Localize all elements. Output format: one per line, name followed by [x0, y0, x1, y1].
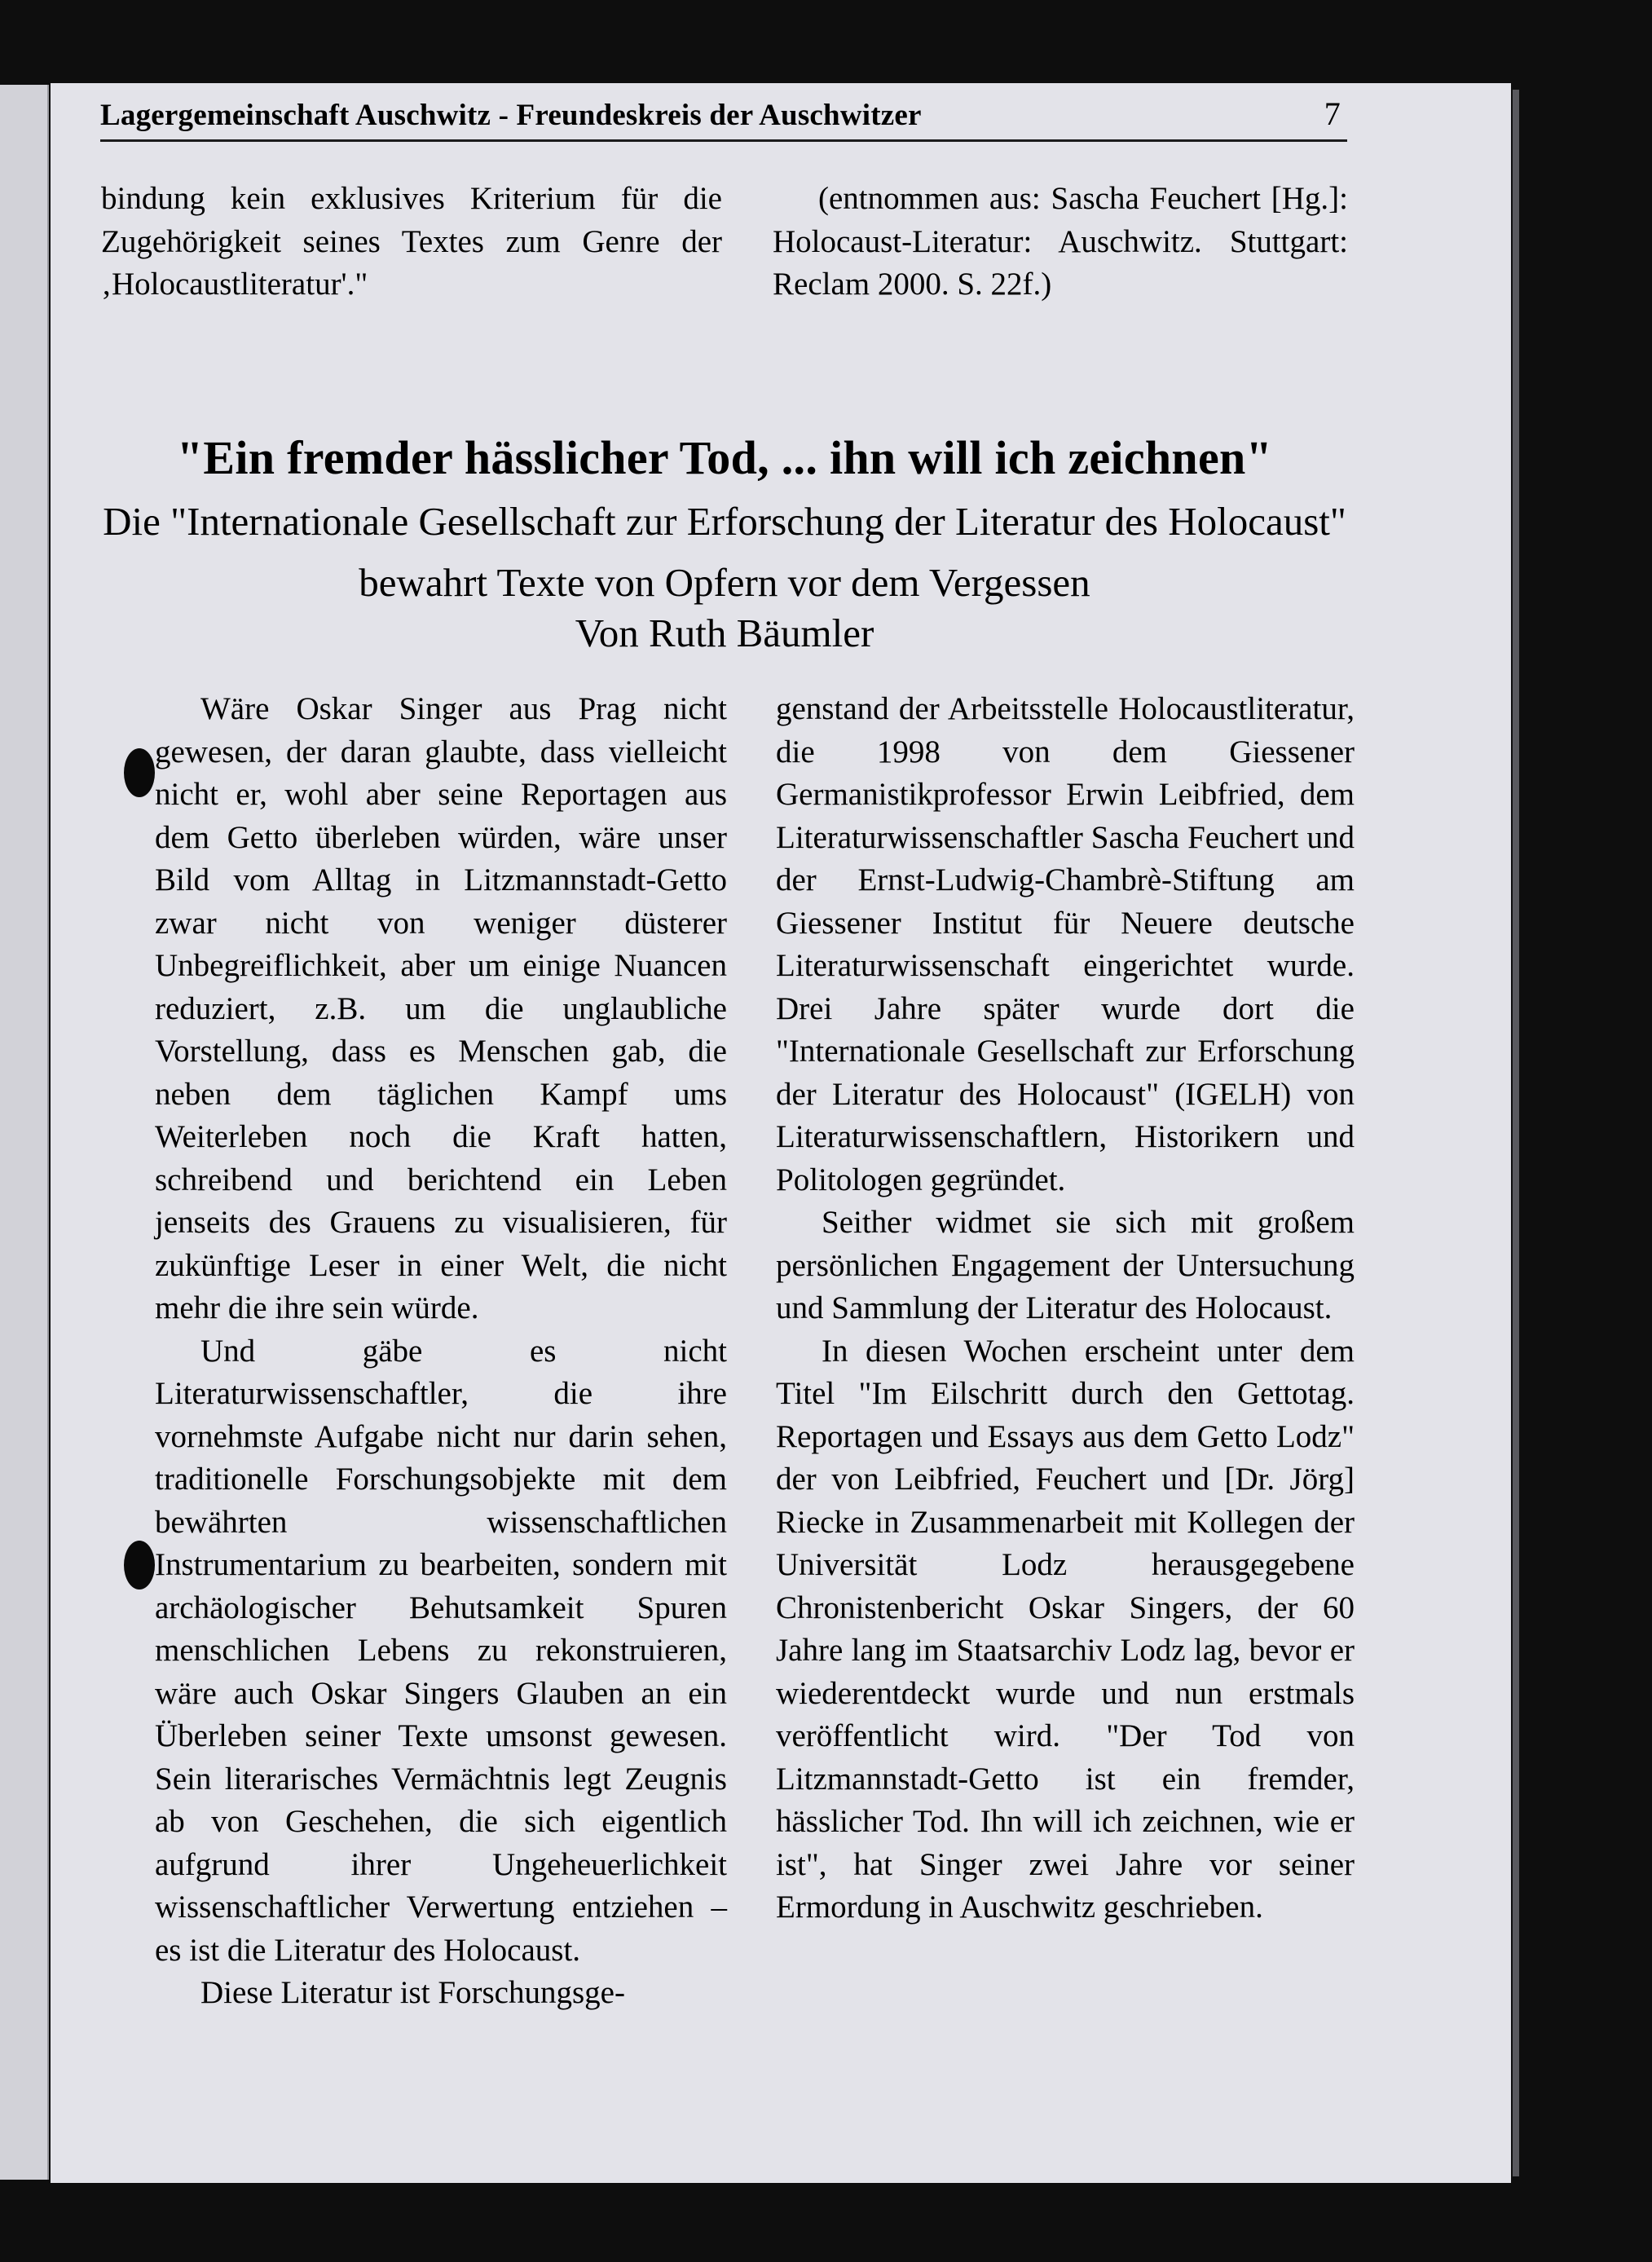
paragraph: Diese Literatur ist Forschungsge-: [200, 1975, 625, 2010]
article-headline: "Ein fremder hässlicher Tod, ... ihn will ich zeichnen": [176, 431, 1273, 484]
article-column-right: [776, 688, 1355, 1929]
punch-hole: [124, 1541, 155, 1590]
previous-article-text: bindung kein exklusives Kriterium für die Zugehörigkeit seines Textes zum Genre der ‚Holocaustliteratur'.": [101, 181, 722, 302]
article-column-left: [155, 688, 727, 2015]
page-number: 7: [1324, 95, 1341, 132]
paragraph: Wäre Oskar Singer aus Prag nicht gewesen, der daran glaubte, dass vielleicht nicht er, wohl aber seine Reportagen aus dem Getto überleben würden, wäre unser Bild vom Alltag in Litzmannstadt-Getto zwar nicht von weniger düsterer Unbegreiflichkeit, aber um einige Nuancen reduziert, z.B. um die unglaubliche Vorstellung, dass es Menschen gab, die neben dem täglichen Kampf ums Weiterleben noch die Kraft hatten, schreibend und berichtend ein Leben jenseits des Grauens zu visualisieren, für zukünftige Leser in einer Welt, die nicht mehr die ihre sein würde.: [155, 691, 727, 1325]
source-citation: [773, 178, 1348, 306]
paragraph: In diesen Wochen erscheint unter dem Titel "Im Eilschritt durch den Gettotag. Reportagen und Essays aus dem Getto Lodz" der von Leibfried, Feuchert und [Dr. Jörg] Riecke in Zusammenarbeit mit Kollegen der Universität Lodz herausgegebene Chronistenbericht Oskar Singers, der 60 Jahre lang im Staatsarchiv Lodz lag, bevor er wiederentdeckt wurde und nun erstmals veröffentlicht wird. "Der Tod von Litzmannstadt-Getto ist ein fremder, hässlicher Tod. Ihn will ich zeichnen, wie er ist", hat Singer zwei Jahre vor seiner Ermordung in Auschwitz geschrieben.: [776, 1333, 1355, 1925]
previous-article-end: [101, 178, 722, 306]
article-byline: Von Ruth Bäumler: [575, 611, 874, 655]
paragraph: Und gäbe es nicht Literaturwissenschaftler, die ihre vornehmste Aufgabe nicht nur darin sehen, traditionelle Forschungsobjekte mit dem bewährten wissenschaftlichen Instrumentarium zu bearbeiten, sondern mit archäologischer Behutsamkeit Spuren menschlichen Lebens zu rekonstruieren, wäre auch Oskar Singers Glauben an ein Überleben seiner Texte umsonst gewesen. Sein literarisches Vermächtnis legt Zeugnis ab von Geschehen, die sich eigentlich aufgrund ihrer Ungeheuerlichkeit wissenschaftlicher Verwertung entziehen – es ist die Literatur des Holocaust.: [155, 1333, 727, 1968]
facing-page-edge: [0, 85, 49, 2180]
punch-hole: [124, 748, 155, 797]
source-citation-text: (entnommen aus: Sascha Feuchert [Hg.]: Holocaust-Literatur: Auschwitz. Stuttgart: Reclam 2000. S. 22f.): [773, 181, 1348, 302]
page-edge-shadow: [1513, 90, 1519, 2176]
running-header-title: Lagergemeinschaft Auschwitz - Freundeskreis der Auschwitzer: [100, 99, 922, 132]
running-header: [100, 95, 1347, 142]
article-subheadline: Die "Internationale Gesellschaft zur Erforschung der Literatur des Holocaust" bewahrt Texte von Opfern vor dem Vergessen: [103, 499, 1346, 605]
paragraph: genstand der Arbeitsstelle Holocaustliteratur, die 1998 von dem Giessener Germanistikprofessor Erwin Leibfried, dem Literaturwissenschaftler Sascha Feuchert und der Ernst-Ludwig-Chambrè-Stiftung am Giessener Institut für Neuere deutsche Literaturwissenschaft eingerichtet wurde. Drei Jahre später wurde dort die "Internationale Gesellschaft zur Erforschung der Literatur des Holocaust" (IGELH) von Literaturwissenschaftlern, Historikern und Politologen gegründet.: [776, 691, 1355, 1197]
paragraph: Seither widmet sie sich mit großem persönlichen Engagement der Untersuchung und Sammlung der Literatur des Holocaust.: [776, 1205, 1355, 1325]
